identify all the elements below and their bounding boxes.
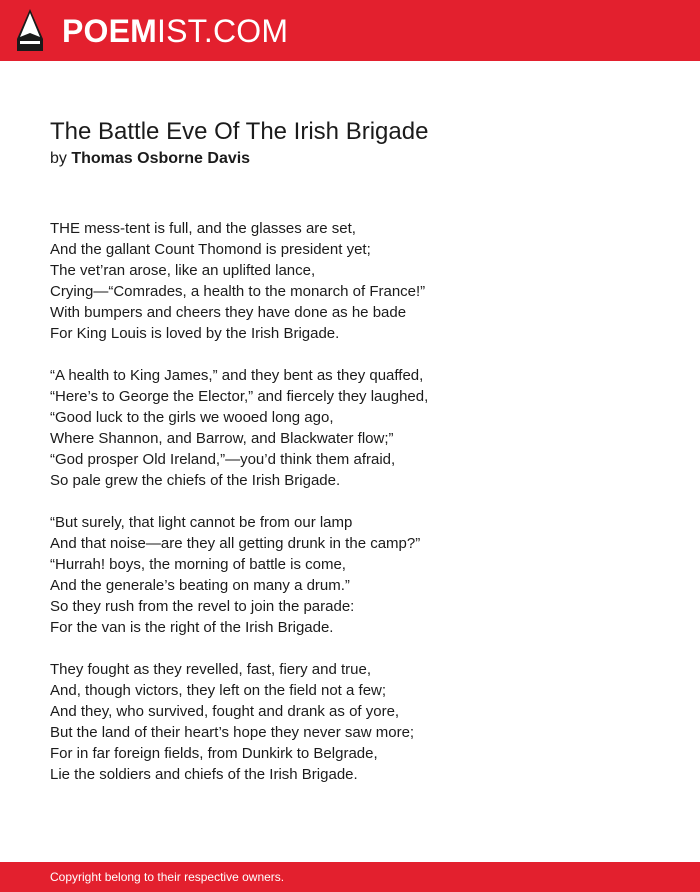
poem-line: “God prosper Old Ireland,”—you’d think them afraid,: [50, 451, 396, 468]
poem-line: “Hurrah! boys, the morning of battle is come,: [50, 556, 346, 573]
poem-line: But the land of their heart’s hope they never saw more;: [50, 724, 415, 741]
poem-line: They fought as they revelled, fast, fiery and true,: [50, 661, 372, 678]
poem-line: Crying—“Comrades, a health to the monarch of France!”: [50, 283, 426, 300]
poem-line: Where Shannon, and Barrow, and Blackwater flow;”: [50, 430, 394, 447]
site-logo[interactable]: [62, 13, 288, 49]
poem-line: So they rush from the revel to join the parade:: [50, 598, 355, 615]
poem-line: “Good luck to the girls we wooed long ago,: [50, 409, 334, 426]
site-header: [0, 0, 700, 61]
author-name: Thomas Osborne Davis: [71, 150, 251, 167]
poem-line: For the van is the right of the Irish Brigade.: [50, 619, 334, 636]
site-footer: [0, 862, 700, 892]
poem-line: With bumpers and cheers they have done as he bade: [50, 304, 407, 321]
logo-bold-text: POEM: [62, 13, 158, 49]
poem-line: “But surely, that light cannot be from our lamp: [50, 514, 353, 531]
poem-title: The Battle Eve Of The Irish Brigade: [50, 118, 429, 145]
poem-line: Lie the soldiers and chiefs of the Irish Brigade.: [50, 766, 358, 783]
poem-stanza: [50, 512, 650, 638]
poem-stanza: [50, 365, 650, 491]
poem-stanza: [50, 659, 650, 785]
poem-body: [50, 218, 650, 806]
poem-line: “Here’s to George the Elector,” and fiercely they laughed,: [50, 388, 429, 405]
poem-line: “A health to King James,” and they bent as they quaffed,: [50, 367, 424, 384]
poem-line: And the generale’s beating on many a drum.”: [50, 577, 350, 594]
poem-line: For in far foreign fields, from Dunkirk to Belgrade,: [50, 745, 378, 762]
poem-line: The vet’ran arose, like an uplifted lance,: [50, 262, 316, 279]
byline: [50, 148, 250, 170]
pen-nib-icon[interactable]: [17, 9, 43, 51]
poem-line: THE mess-tent is full, and the glasses are set,: [50, 220, 356, 237]
poem-line: And that noise—are they all getting drunk in the camp?”: [50, 535, 421, 552]
poem-line: And, though victors, they left on the field not a few;: [50, 682, 387, 699]
copyright-text: Copyright belong to their respective owners.: [50, 870, 285, 884]
poem-line: And they, who survived, fought and drank as of yore,: [50, 703, 400, 720]
poem-line: So pale grew the chiefs of the Irish Brigade.: [50, 472, 341, 489]
by-label: by: [50, 150, 67, 167]
poem-stanza: [50, 218, 650, 344]
logo-light-text: IST.COM: [157, 13, 289, 49]
poem-line: For King Louis is loved by the Irish Brigade.: [50, 325, 340, 342]
poem-line: And the gallant Count Thomond is president yet;: [50, 241, 371, 258]
